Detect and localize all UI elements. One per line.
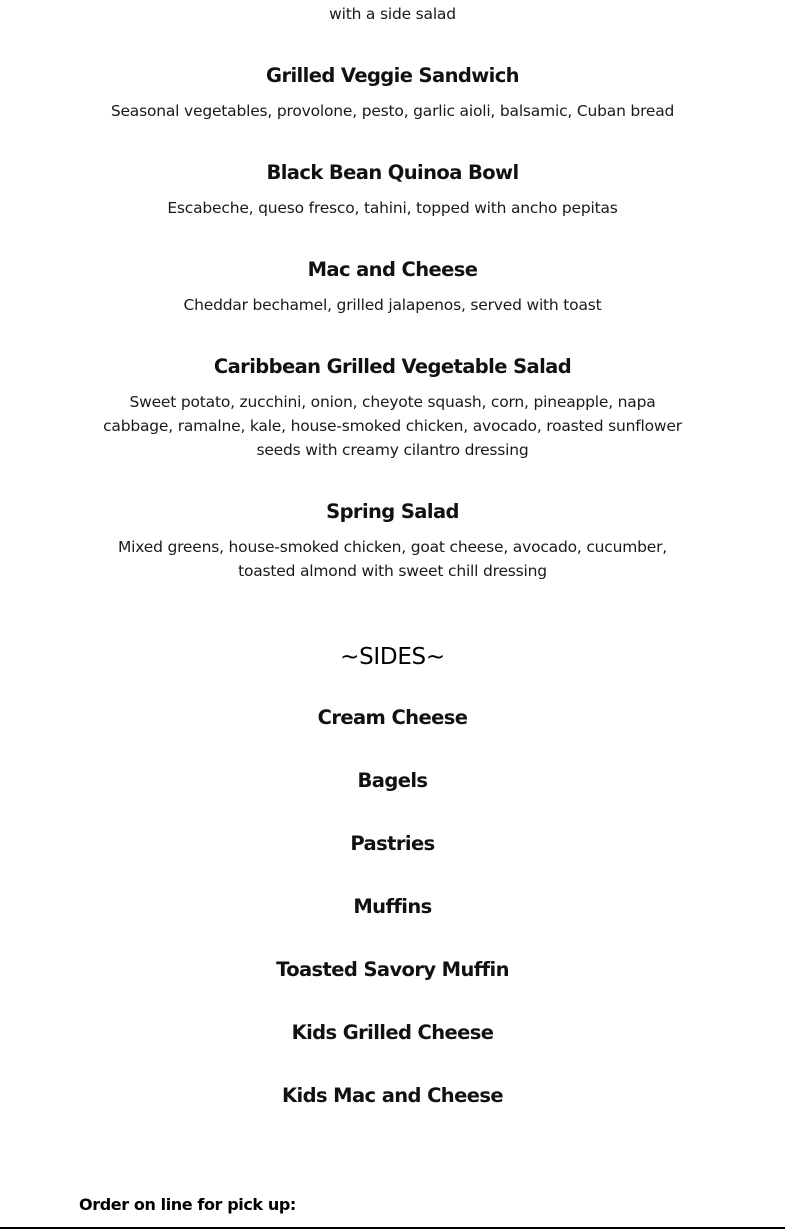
menu-item-description: Sweet potato, zucchini, onion, cheyote squash, corn, pineapple, napa cabbage, ramalne, kale, house-smoked chicken, avocado, roasted sunflower seeds with creamy cilantro dressing xyxy=(103,393,682,459)
side-item: Cream Cheese xyxy=(317,706,468,729)
menu-item-title: Mac and Cheese xyxy=(307,258,478,281)
menu-item-title: Caribbean Grilled Vegetable Salad xyxy=(213,355,572,378)
menu-item-description: Mixed greens, house-smoked chicken, goat cheese, avocado, cucumber, toasted almond with sweet chill dressing xyxy=(117,538,668,580)
menu-item-title: Grilled Veggie Sandwich xyxy=(266,64,519,87)
menu-item-description: Escabeche, queso fresco, tahini, topped with ancho pepitas xyxy=(167,199,618,217)
side-item: Bagels xyxy=(357,769,428,792)
side-item: Kids Mac and Cheese xyxy=(282,1084,503,1107)
menu-item-title: Spring Salad xyxy=(326,500,459,523)
menu-item-description: Cheddar bechamel, grilled jalapenos, served with toast xyxy=(183,296,602,314)
side-item: Muffins xyxy=(353,895,432,918)
side-item: Toasted Savory Muffin xyxy=(276,958,509,981)
menu-item-description: Seasonal vegetables, provolone, pesto, garlic aioli, balsamic, Cuban bread xyxy=(110,102,675,120)
menu-item-title: Black Bean Quinoa Bowl xyxy=(266,161,519,184)
bottom-divider xyxy=(0,1227,785,1229)
side-item: Pastries xyxy=(350,832,435,855)
order-online-label: Order on line for pick up: xyxy=(79,1195,296,1214)
sides-heading: ~SIDES~ xyxy=(340,644,445,670)
previous-item-description-tail: with a side salad xyxy=(329,5,456,23)
side-item: Kids Grilled Cheese xyxy=(291,1021,494,1044)
